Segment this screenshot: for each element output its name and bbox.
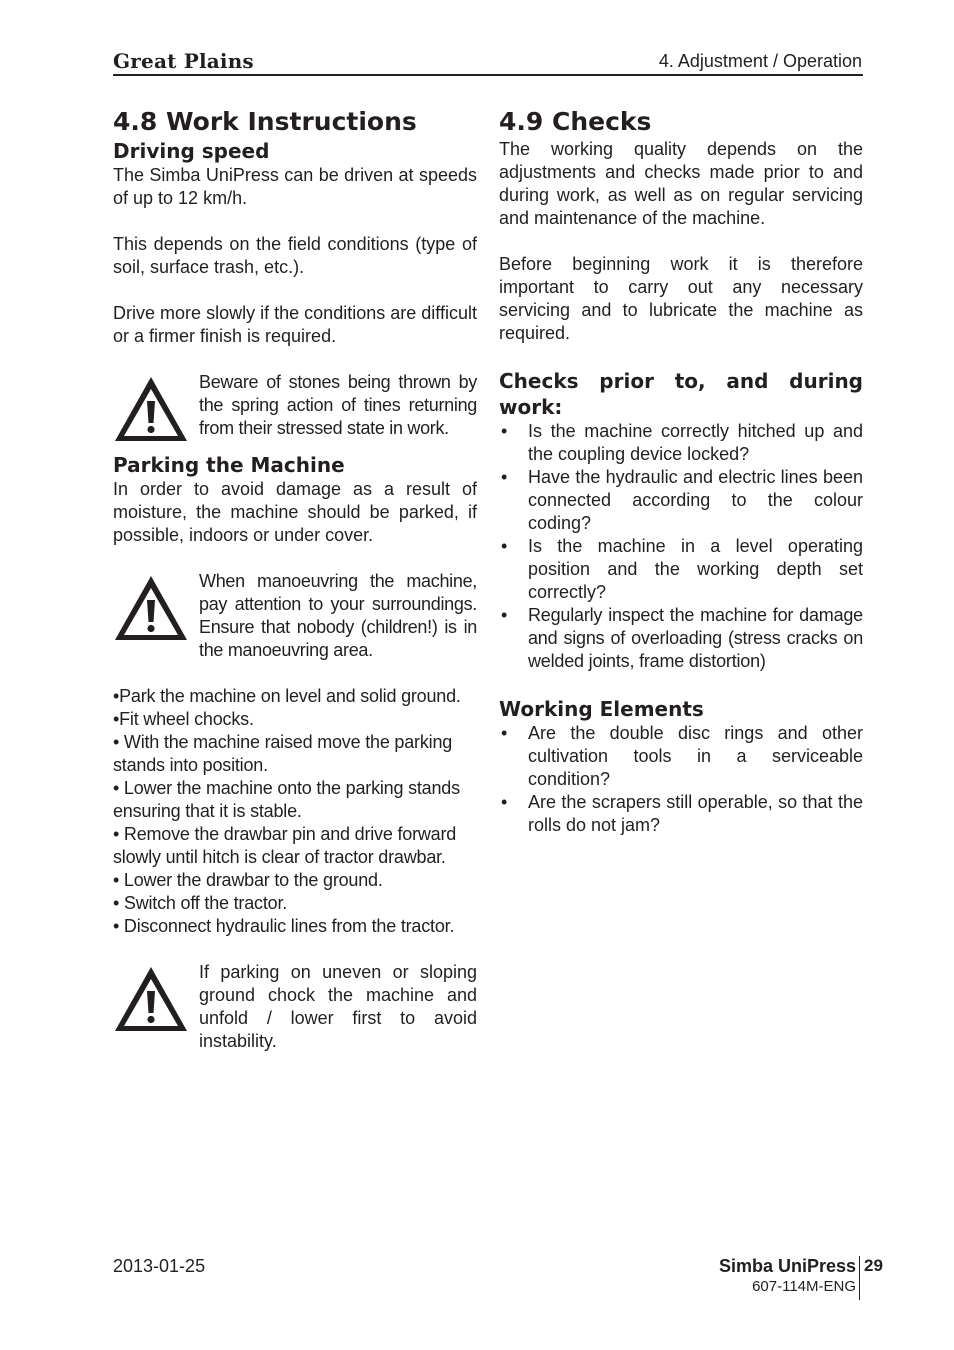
list-item: •Fit wheel chocks. (113, 709, 254, 729)
warning-text: When manoeuvring the machine, pay attention to your surroundings. Ensure that nobody (children!) is in the manoeuvring area. (199, 571, 477, 660)
paragraph: The Simba UniPress can be driven at speeds of up to 12 km/h. (113, 165, 477, 208)
list-item: • Regularly inspect the machine for damage and signs of overloading (stress cracks on welded joints, frame distortion) (499, 604, 863, 673)
warning-block (113, 570, 477, 662)
brand-logo: Great Plains (113, 49, 254, 73)
subheading-driving-speed: Driving speed (113, 139, 270, 163)
list-item: • Have the hydraulic and electric lines been connected according to the colour coding? (499, 466, 863, 535)
warning-text: If parking on uneven or sloping ground chock the machine and unfold / lower first to avoid instability. (199, 962, 477, 1051)
subheading-parking: Parking the Machine (113, 453, 345, 477)
footer-code: 607-114M-ENG (752, 1278, 856, 1295)
elements-list (499, 722, 863, 837)
subheading-checks-prior: Checks prior to, and during work: (499, 369, 863, 419)
footer-divider (859, 1256, 860, 1300)
page-number: 29 (864, 1256, 883, 1275)
list-item: • Is the machine in a level operating position and the working depth set correctly? (499, 535, 863, 604)
footer-model: Simba UniPress (718, 1256, 856, 1276)
warning-block (113, 371, 477, 440)
paragraph: The working quality depends on the adjustments and checks made prior to and during work, as well as on regular servicing and maintenance of the machine. (499, 139, 863, 228)
list-item: •Park the machine on level and solid ground. (113, 686, 461, 706)
paragraph: Before beginning work it is therefore important to carry out any necessary servicing and to lubricate the machine as required. (499, 254, 863, 343)
parking-steps (113, 685, 477, 938)
warning-triangle-icon (113, 574, 189, 642)
section-heading-checks: 4.9 Checks (499, 107, 652, 136)
list-item: • Are the scrapers still operable, so that the rolls do not jam? (499, 791, 863, 837)
list-item: • Disconnect hydraulic lines from the tractor. (113, 916, 455, 936)
list-item: • Switch off the tractor. (113, 893, 288, 913)
left-column (113, 106, 477, 1053)
list-item: • Remove the drawbar pin and drive forward slowly until hitch is clear of tractor drawbar. (113, 824, 457, 867)
section-title: 4. Adjustment / Operation (658, 51, 862, 71)
right-column (499, 106, 863, 837)
list-item: • Lower the drawbar to the ground. (113, 870, 383, 890)
header-rule (113, 74, 863, 76)
footer-date: 2013-01-25 (113, 1256, 206, 1276)
paragraph: This depends on the field conditions (type of soil, surface trash, etc.). (113, 234, 477, 277)
subheading-working-elements: Working Elements (499, 697, 704, 721)
checks-list (499, 420, 863, 673)
list-item: • Lower the machine onto the parking stands ensuring that it is stable. (113, 778, 460, 821)
warning-block (113, 961, 477, 1053)
warning-triangle-icon (113, 965, 189, 1033)
warning-text: Beware of stones being thrown by the spring action of tines returning from their stressed state in work. (199, 372, 477, 438)
section-heading-work-instructions: 4.8 Work Instructions (113, 107, 417, 136)
paragraph: In order to avoid damage as a result of moisture, the machine should be parked, if possible, indoors or under cover. (113, 479, 477, 545)
list-item: • Are the double disc rings and other cultivation tools in a serviceable condition? (499, 722, 863, 791)
list-item: • With the machine raised move the parking stands into position. (113, 732, 453, 775)
warning-triangle-icon (113, 375, 189, 443)
list-item: • Is the machine correctly hitched up and the coupling device locked? (499, 420, 863, 466)
paragraph: Drive more slowly if the conditions are difficult or a firmer finish is required. (113, 303, 477, 346)
